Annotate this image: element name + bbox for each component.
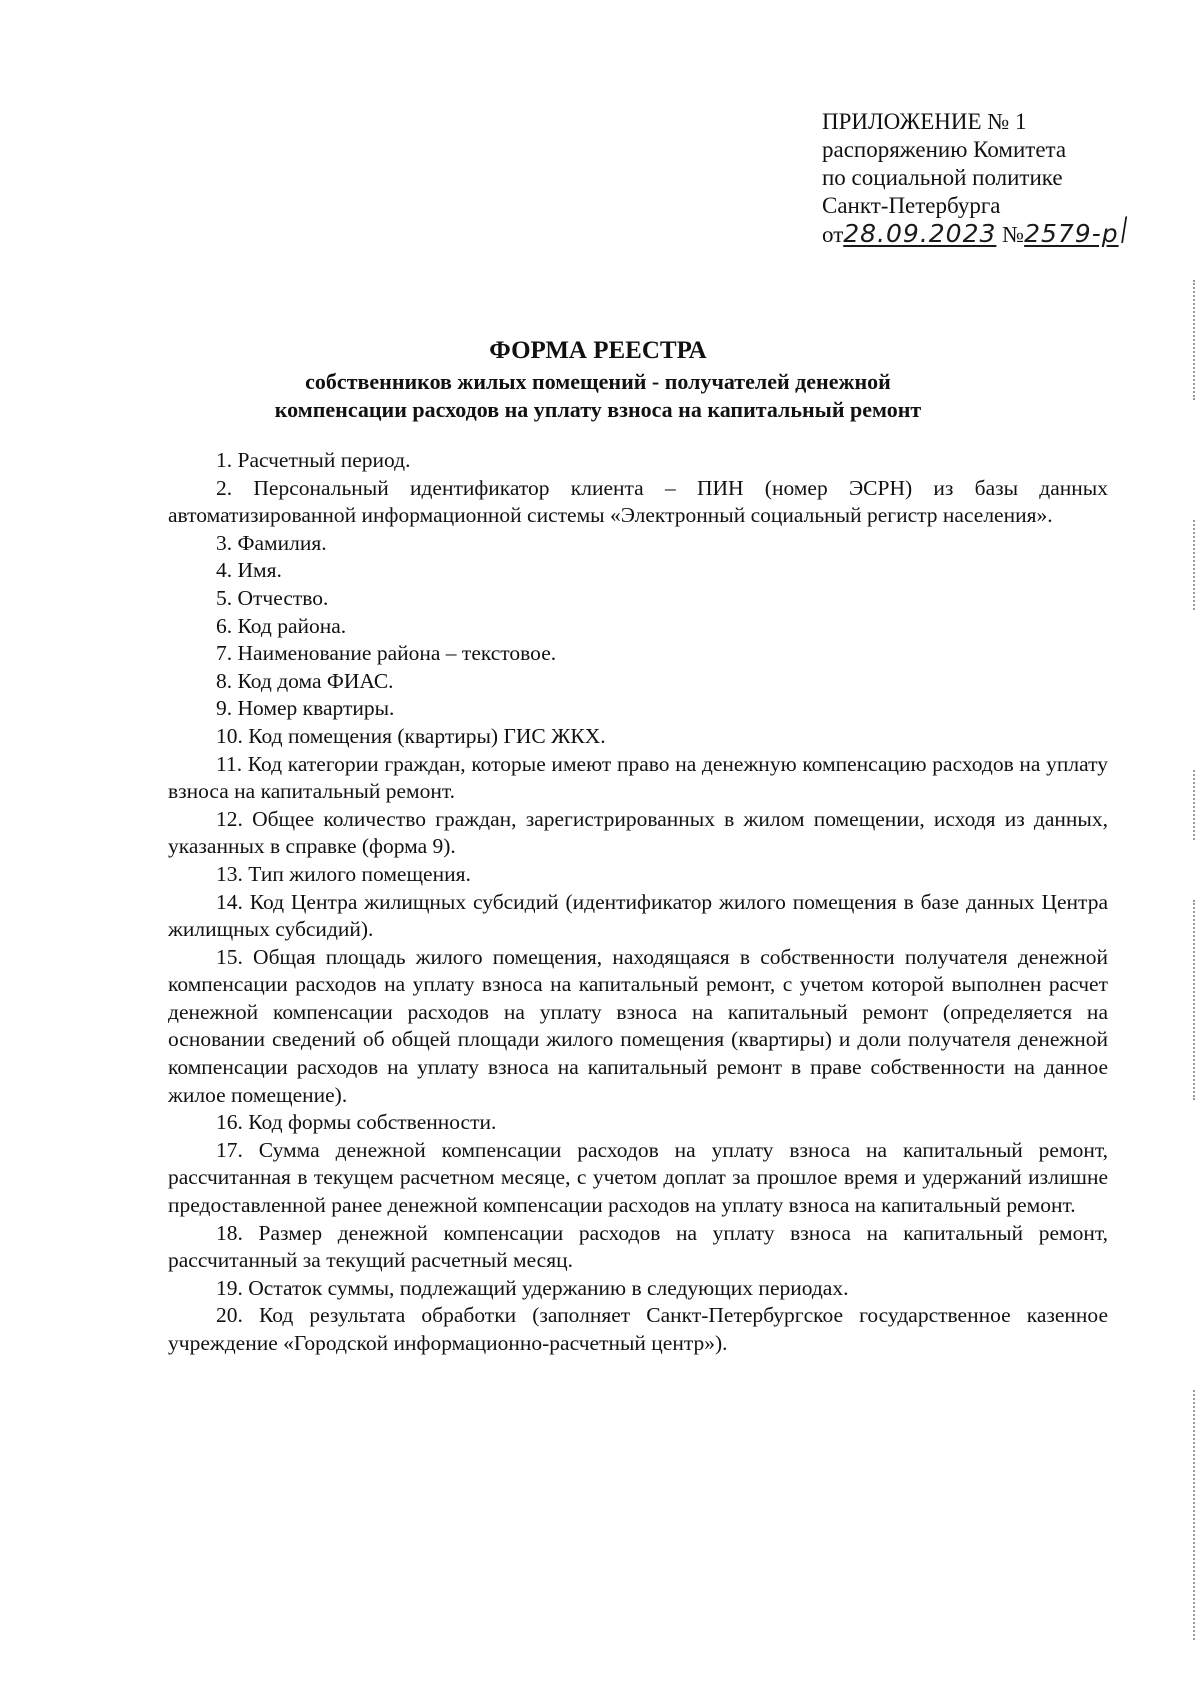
date-prefix: от — [822, 222, 844, 247]
list-item: 19. Остаток суммы, подлежащий удержанию в следующих периодах. — [216, 1275, 849, 1300]
list-item: 8. Код дома ФИАС. — [216, 668, 394, 693]
list-item: 10. Код помещения (квартиры) ГИС ЖКХ. — [216, 723, 606, 748]
page-title: ФОРМА РЕЕСТРА — [489, 337, 707, 364]
list-item: 12. Общее количество граждан, зарегистрированных в жилом помещении, исходя из данных, указанных в справке (форма 9). — [168, 806, 1108, 859]
list-item: 15. Общая площадь жилого помещения, находящаяся в собственности получателя денежной компенсации расходов на уплату взноса на капитальный ремонт, с учетом которой выполнен расчет денежной компенсации расходов на уплату взноса на капитальный ремонт (определяется на основании сведений об общей площади жилого помещения (квартиры) и доли получателя денежной компенсации расходов на уплату взноса на капитальный ремонт в праве собственности на данное жилое помещение). — [168, 944, 1108, 1107]
scan-artifact — [1193, 900, 1197, 1100]
list-item: 20. Код результата обработки (заполняет Санкт-Петербургское государственное казенное учреждение «Городской информационно-расчетный центр»). — [168, 1303, 1108, 1355]
list-item: 14. Код Центра жилищных субсидий (идентификатор жилого помещения в базе данных Центра жилищных субсидий). — [168, 889, 1108, 942]
list-item: 7. Наименование района – текстовое. — [216, 641, 557, 666]
number-prefix: № — [1002, 222, 1025, 247]
subtitle-line-1: собственников жилых помещений - получателей денежной — [305, 369, 891, 394]
appendix-title: ПРИЛОЖЕНИЕ № 1 — [822, 109, 1027, 134]
list-item: 18. Размер денежной компенсации расходов на уплату взноса на капитальный ремонт, рассчитанный за текущий расчетный месяц. — [168, 1220, 1108, 1273]
subtitle-line-2: компенсации расходов на уплату взноса на капитальный ремонт — [274, 397, 922, 422]
signature-stroke-icon: / — [1115, 208, 1133, 252]
appendix-header — [822, 108, 1133, 252]
scan-artifact — [1193, 1390, 1197, 1640]
list-item: 2. Персональный идентификатор клиента – ПИН (номер ЭСРН) из базы данных автоматизированной информационной системы «Электронный социальный регистр населения». — [168, 475, 1108, 528]
list-item: 16. Код формы собственности. — [216, 1110, 497, 1135]
appendix-line-city: Санкт-Петербурга — [822, 193, 1001, 218]
list-item: 4. Имя. — [216, 558, 282, 583]
list-item: 6. Код района. — [216, 613, 347, 638]
scan-artifact — [1193, 520, 1197, 610]
scan-artifact — [1193, 280, 1197, 400]
list-item: 3. Фамилия. — [216, 530, 327, 555]
appendix-date-line — [822, 208, 1133, 252]
handwritten-date: 28.09.2023 — [843, 219, 997, 248]
scan-artifact — [1193, 770, 1197, 840]
appendix-line-order: распоряжению Комитета — [822, 137, 1067, 162]
register-fields-list — [168, 447, 1108, 1358]
handwritten-number: 2579-р — [1024, 219, 1119, 248]
list-item: 1. Расчетный период. — [216, 448, 411, 472]
appendix-line-committee: по социальной политике — [822, 165, 1063, 190]
list-item: 13. Тип жилого помещения. — [216, 861, 471, 886]
list-item: 11. Код категории граждан, которые имеют право на денежную компенсацию расходов на уплату взноса на капитальный ремонт. — [168, 751, 1108, 804]
list-item: 17. Сумма денежной компенсации расходов на уплату взноса на капитальный ремонт, рассчитанная в текущем расчетном месяце, с учетом доплат за прошлое время и удержаний излишне предоставленной ранее денежной компенсации расходов на уплату взноса на капитальный ремонт. — [168, 1137, 1108, 1218]
form-title — [150, 334, 1046, 424]
list-item: 5. Отчество. — [216, 585, 329, 610]
list-item: 9. Номер квартиры. — [216, 696, 395, 721]
